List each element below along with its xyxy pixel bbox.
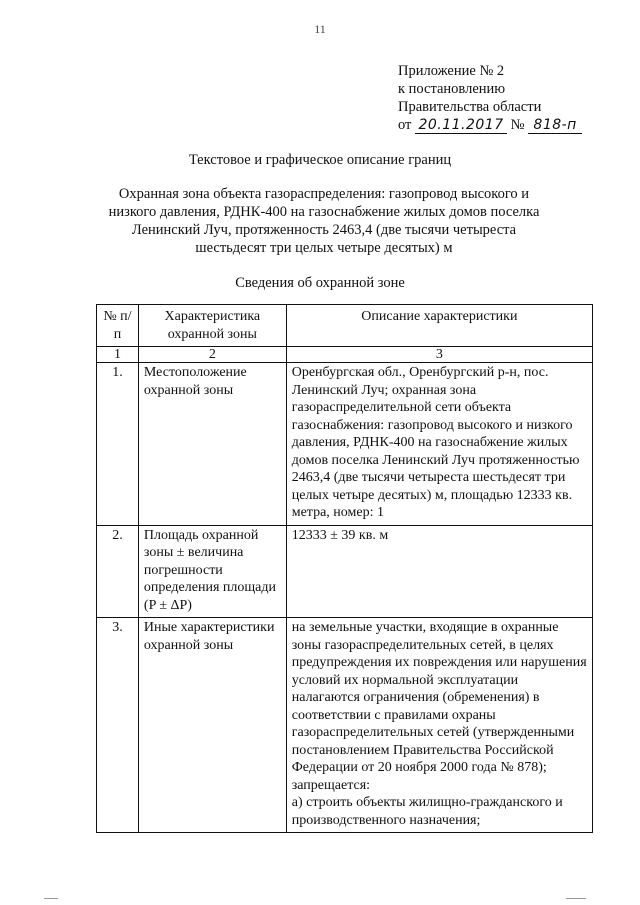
zone-description: Охранная зона объекта газораспределения: газопровод высокого и низкого давления, РДНК-400 на газоснабжение жилых домов поселка Ленинский Луч, протяженность 2463,4 (две тысячи четыреста шестьдесят три целых четыре десятых) м [108,186,540,256]
scan-edge-marks [0,896,640,900]
header-characteristic: Характеристика охранной зоны [138,305,286,347]
row-characteristic: Иные характеристики охранной зоны [138,618,286,833]
table-header-row [97,305,593,347]
handwritten-number: 818-п [528,118,582,134]
column-number: 2 [138,347,286,363]
header-description: Описание характеристики [286,305,592,347]
header-number: № п/п [97,305,139,347]
table-row [97,618,593,833]
row-characteristic: Площадь охранной зоны ± величина погрешности определения площади (P ± ΔP) [138,525,286,618]
row-description-prohibited: запрещается: [291,777,371,793]
row-description: на земельные участки, входящие в охранные зоны газораспределительных сетей, в целях предупреждения их повреждения или нарушения условий их нормальной эксплуатации налагаются ограничения (обременения) в соответствии с правилами охраны газораспределительных сетей (утвержденными постановлением Правительства Российской Федерации от 20 ноября 2000 года № 878); [291,620,587,775]
document-title: Текстовое и графическое описание границ [188,152,452,168]
column-number: 3 [286,347,592,363]
number-label: № [510,117,525,133]
row-number: 3. [97,618,139,833]
table-row [97,363,593,526]
protection-zone-table [96,304,593,833]
appendix-line-2: к постановлению [398,81,506,97]
row-characteristic: Местоположение охранной зоны [138,363,286,526]
page-number: 11 [314,22,326,36]
row-description: Оренбургская обл., Оренбургский р-н, пос. Ленинский Луч; охранная зона газораспределительной сети объекта газоснабжения: газопровод высокого и низкого давления, РДНК-400 на газоснабжение жилых домов поселка Ленинский Луч протяженностью 2463,4 (две тысячи четыреста шестьдесят три целых четыре десятых) м, площадью 12333 кв. метра, номер: 1 [286,363,592,526]
table-row [97,525,593,618]
column-number-row [97,347,593,363]
row-description: 12333 ± 39 кв. м [286,525,592,618]
appendix-date-line [398,116,582,134]
row-description-item-a: а) строить объекты жилищно-гражданского и производственного назначения; [291,795,563,828]
row-number: 2. [97,525,139,618]
date-prefix: от [398,117,412,133]
appendix-line-3: Правительства области [398,99,542,115]
handwritten-date: 20.11.2017 [415,118,507,134]
appendix-line-1: Приложение № 2 [398,63,505,79]
row-description-cell [286,618,592,833]
section-title: Сведения об охранной зоне [235,275,405,291]
column-number: 1 [97,347,139,363]
appendix-block [398,62,582,134]
row-number: 1. [97,363,139,526]
